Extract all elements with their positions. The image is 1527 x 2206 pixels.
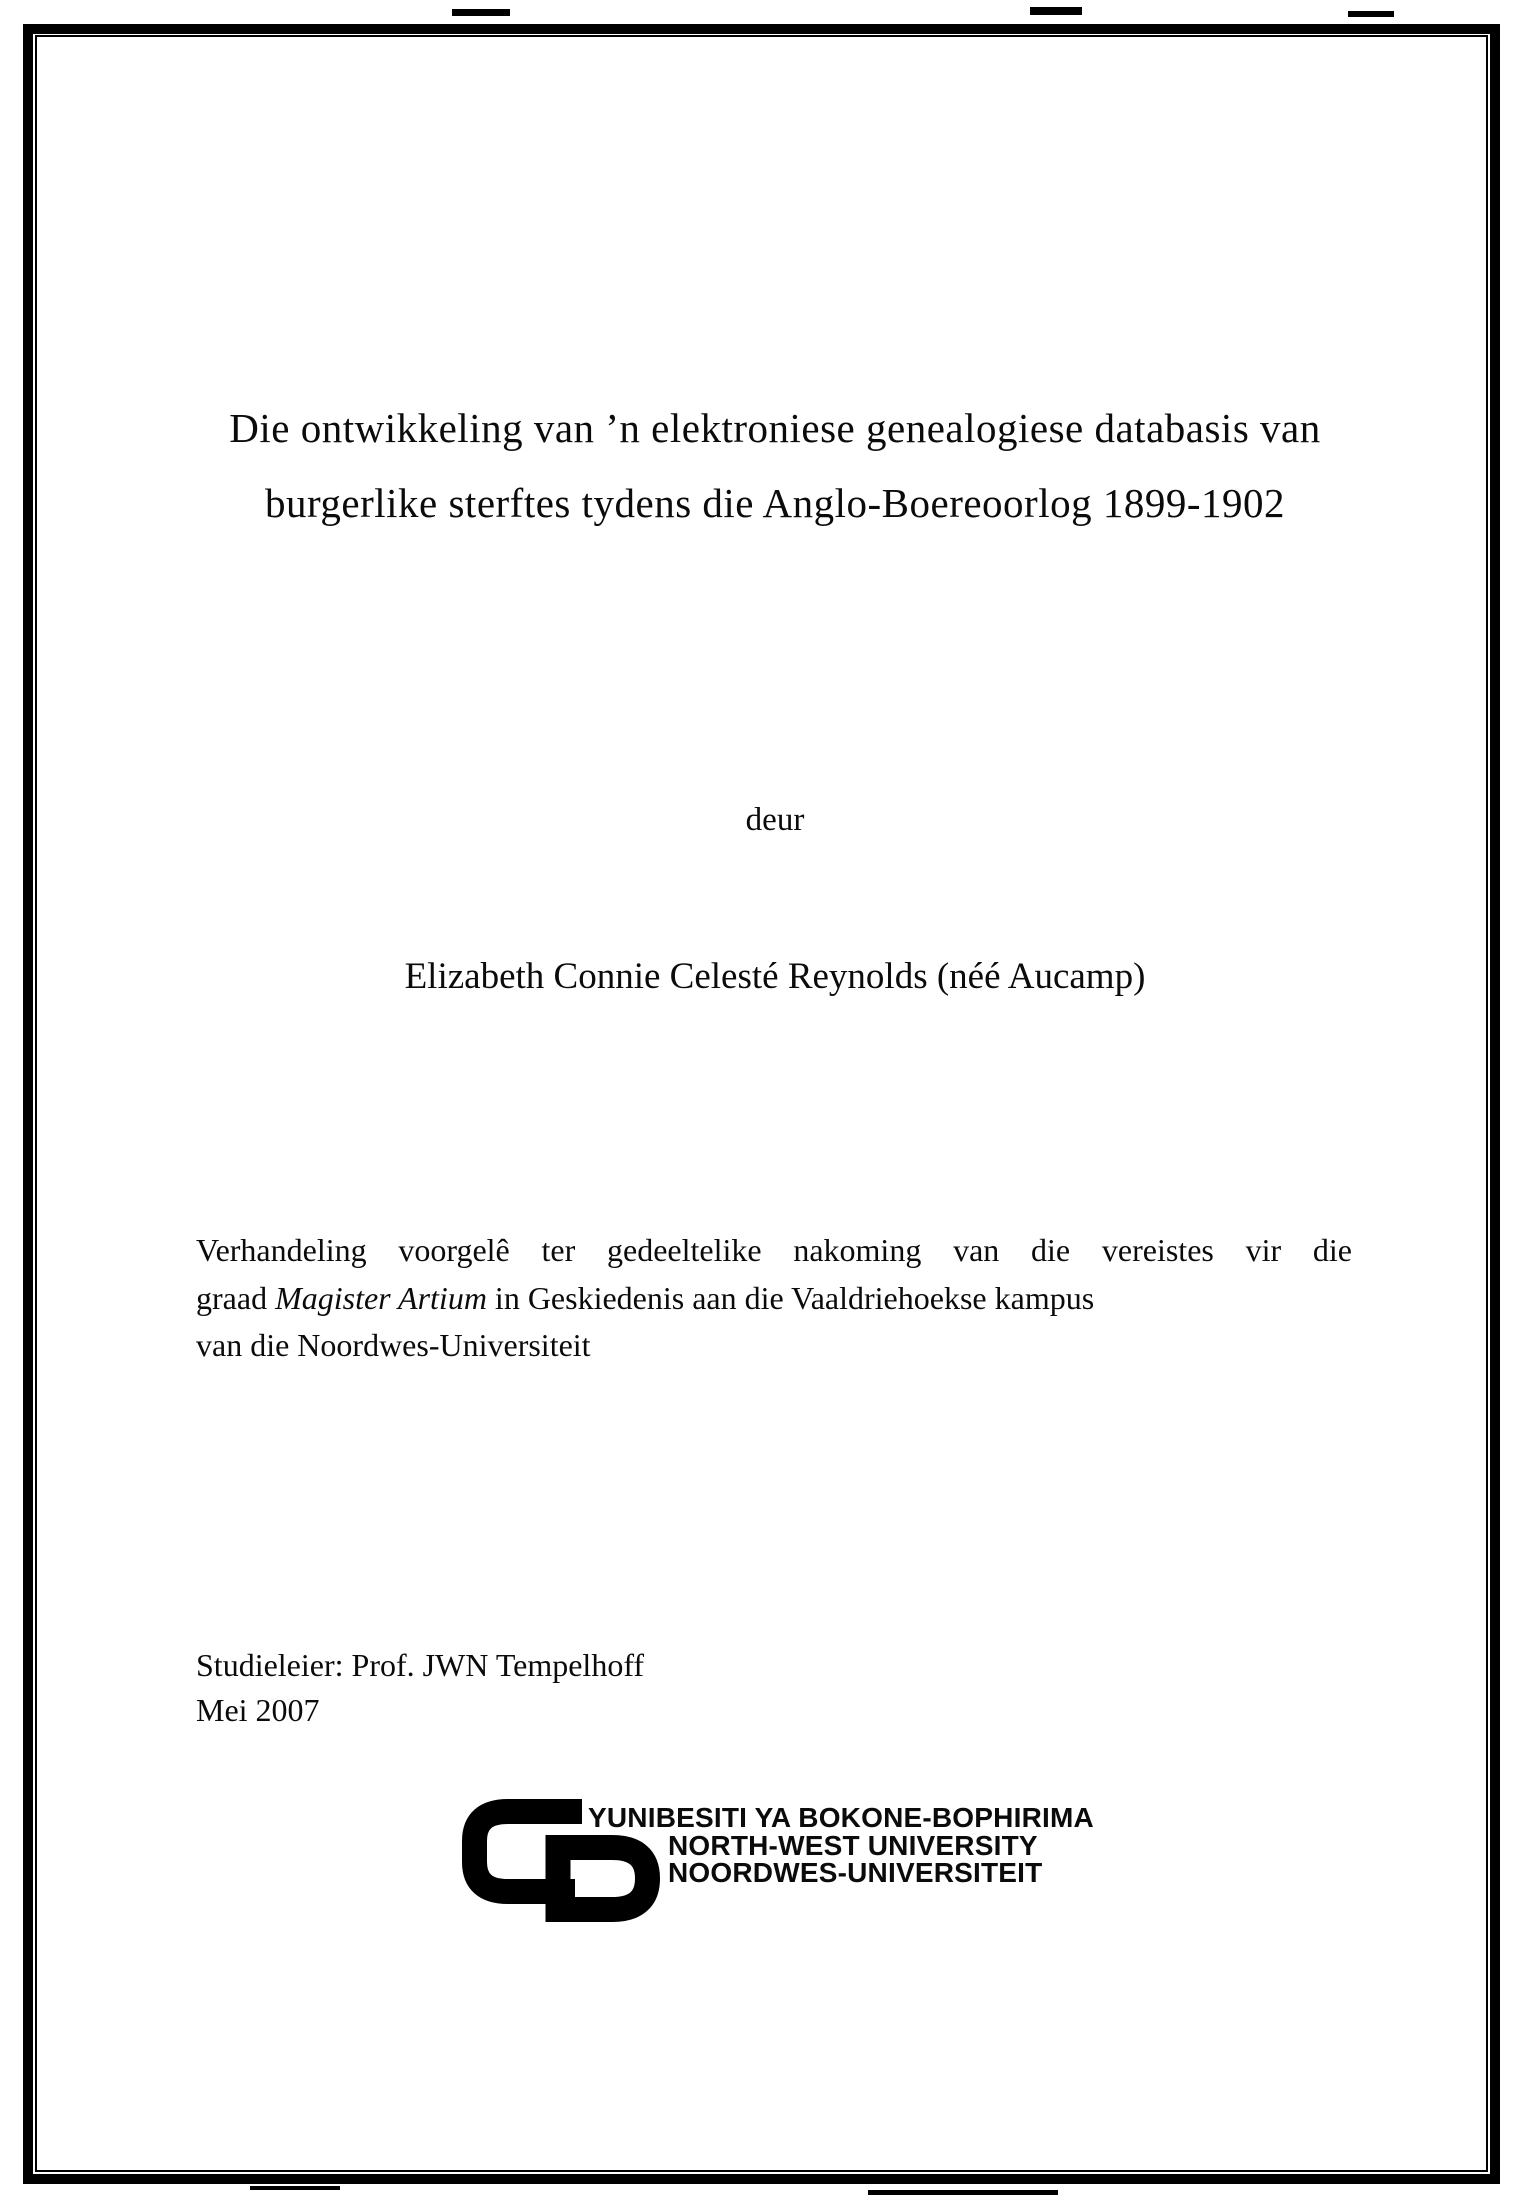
submission-line-2 (196, 1275, 1352, 1323)
supervisor-line: Studieleier: Prof. JWN Tempelhoff (196, 1647, 645, 1683)
thesis-title-line-1: Die ontwikkeling van ’n elektroniese genealogiese databasis van (229, 405, 1321, 451)
logo-line-afrikaans: NOORDWES-UNIVERSITEIT (668, 1857, 1043, 1888)
submission-line-2-post: in Geskiedenis aan die Vaaldriehoekse kampus (486, 1279, 1095, 1316)
submission-statement (196, 1227, 1352, 1370)
submission-line-1: Verhandeling voorgelê ter gedeeltelike nakoming van die vereistes vir die (196, 1232, 1352, 1268)
thesis-title-line-2: burgerlike sterftes tydens die Anglo-Boereoorlog 1899-1902 (264, 480, 1285, 526)
author-name: Elizabeth Connie Celesté Reynolds (néé Aucamp) (404, 956, 1146, 997)
degree-name: Magister Artium (275, 1279, 487, 1316)
thesis-title (30, 391, 1520, 541)
scan-noise (1348, 11, 1394, 17)
date-line: Mei 2007 (196, 1691, 320, 1728)
supervisor-block (196, 1643, 1096, 1732)
scan-noise (868, 2190, 1058, 2195)
logo-line-english: NORTH-WEST UNIVERSITY (668, 1829, 1038, 1861)
scan-noise (1030, 7, 1082, 15)
scan-noise (452, 9, 510, 16)
nwu-logo-text (588, 1804, 1094, 1887)
byline-label: deur (745, 802, 805, 838)
submission-line-2-pre: graad (196, 1279, 276, 1316)
submission-line-3: van die Noordwes-Universiteit (196, 1327, 591, 1363)
scan-noise (250, 2186, 340, 2190)
logo-line-setswana: YUNIBESITI YA BOKONE-BOPHIRIMA (588, 1802, 1094, 1833)
